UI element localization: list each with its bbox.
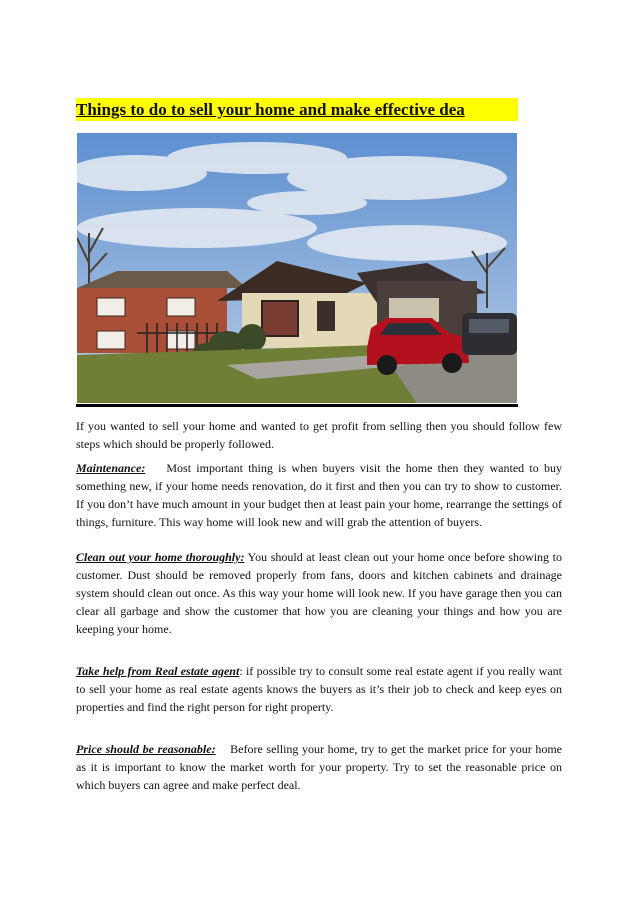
maintenance-text: Most important thing is when buyers visit the home then they wanted to buy something new, if your home needs renovation, do it first and then you can try to show to customer. If you don’t have much amount in your budget then at least pain your home, rearrange the settings of things, furniture. This way home will look new and will grab the attention of buyers. <box>76 461 562 529</box>
dark-suv <box>462 313 517 355</box>
price-paragraph <box>76 740 562 794</box>
real-estate-agent-text: : if possible try to consult some real estate agent if you really want to sell your home as real estate agents knows the buyers as it’s their job to check and keep eyes on properties and find the right person for right property. <box>76 664 562 714</box>
house-photo <box>77 133 517 403</box>
price-heading: Price should be reasonable: <box>76 742 216 756</box>
page-title: Things to do to sell your home and make effective dea <box>76 98 518 121</box>
clean-out-heading: Clean out your home thoroughly: <box>76 550 245 564</box>
intro-paragraph: If you wanted to sell your home and wanted to get profit from selling then you should follow few steps which should be properly followed. <box>76 419 562 451</box>
real-estate-agent-paragraph <box>76 662 562 716</box>
divider-rule <box>76 404 518 407</box>
house-photo-illustration <box>77 133 517 403</box>
real-estate-agent-heading: Take help from Real estate agent <box>76 664 240 678</box>
price-text: Before selling your home, try to get the market price for your home as it is important to know the market worth for your property. Try to set the reasonable price on which buyers can agree and make perfect deal. <box>76 742 562 792</box>
maintenance-heading: Maintenance: <box>76 461 146 475</box>
clean-out-text: You should at least clean out your home once before showing to customer. Dust should be removed properly from fans, doors and kitchen cabinets and drainage system should clean out once. As this way your home will look new. If you have garage then you can clear all garbage and show the customer that how you are cleaning your things and how you are keeping your home. <box>76 550 562 636</box>
clean-out-paragraph <box>76 548 562 638</box>
maintenance-paragraph <box>76 459 562 531</box>
